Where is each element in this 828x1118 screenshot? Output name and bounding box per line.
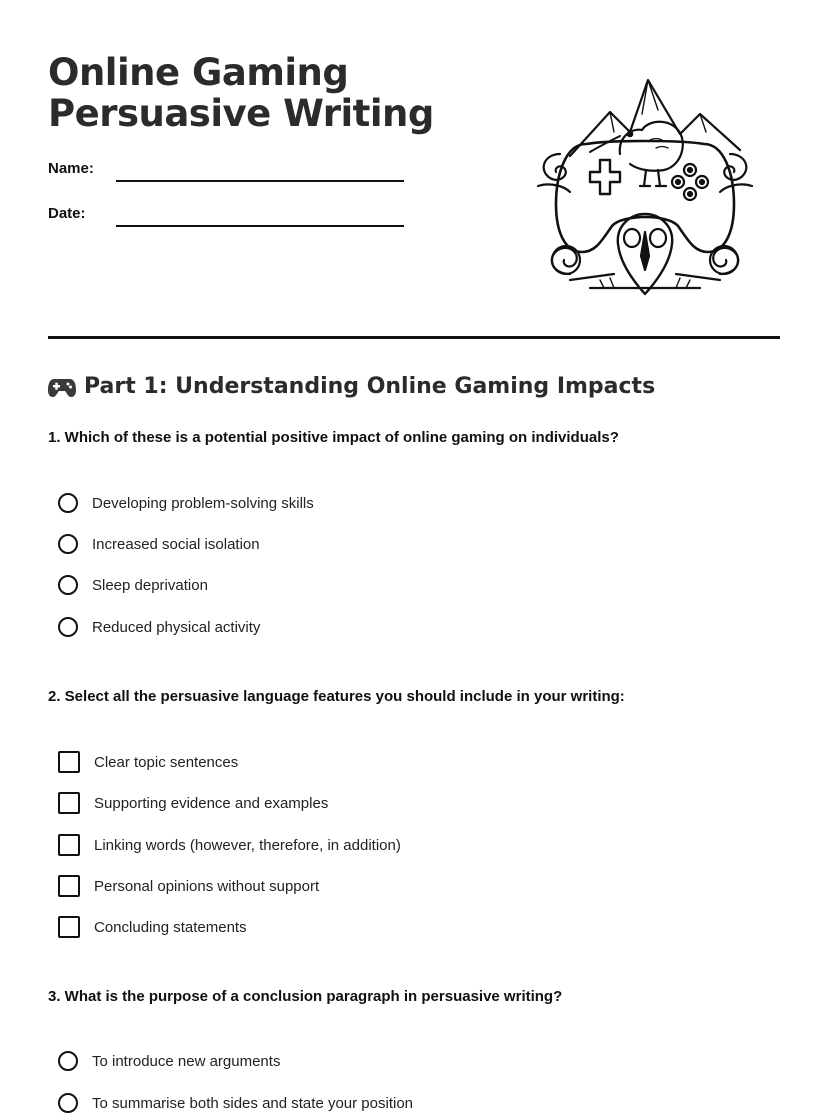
date-field[interactable] <box>116 225 404 227</box>
checkbox[interactable] <box>58 875 80 897</box>
option-label: To introduce new arguments <box>92 1052 281 1070</box>
page-title <box>48 52 468 134</box>
q2-option-1[interactable] <box>58 749 238 775</box>
q2-option-3[interactable] <box>58 832 401 858</box>
option-label: Linking words (however, therefore, in addition) <box>94 836 401 854</box>
section-divider <box>48 336 780 339</box>
name-label: Name: <box>48 160 94 177</box>
option-label: Increased social isolation <box>92 535 260 553</box>
radio-button[interactable] <box>58 617 78 637</box>
radio-button[interactable] <box>58 1093 78 1113</box>
q2-option-5[interactable] <box>58 914 247 940</box>
q1-option-1[interactable] <box>58 490 314 516</box>
name-field[interactable] <box>116 180 404 182</box>
option-label: Clear topic sentences <box>94 753 239 771</box>
question-2: 2. Select all the persuasive language features you should include in your writing: <box>48 688 625 705</box>
q2-option-2[interactable] <box>58 790 328 816</box>
q1-option-4[interactable] <box>58 614 260 640</box>
radio-button[interactable] <box>58 575 78 595</box>
radio-button[interactable] <box>58 534 78 554</box>
question-1: 1. Which of these is a potential positive impact of online gaming on individuals? <box>48 429 619 446</box>
date-label: Date: <box>48 205 86 222</box>
gaming-kiwi-logo-icon <box>530 74 760 304</box>
option-label: Reduced physical activity <box>92 618 261 636</box>
title-line-1: Online Gaming <box>48 51 349 94</box>
q3-option-1[interactable] <box>58 1048 280 1074</box>
option-label: To summarise both sides and state your position <box>92 1094 413 1112</box>
q1-option-3[interactable] <box>58 572 208 598</box>
option-label: Personal opinions without support <box>94 877 320 895</box>
checkbox[interactable] <box>58 792 80 814</box>
checkbox[interactable] <box>58 916 80 938</box>
q3-option-2[interactable] <box>58 1090 413 1116</box>
option-label: Developing problem-solving skills <box>92 494 314 512</box>
option-label: Sleep deprivation <box>92 576 208 594</box>
checkbox[interactable] <box>58 834 80 856</box>
gamepad-icon <box>48 376 76 398</box>
checkbox[interactable] <box>58 751 80 773</box>
q1-option-2[interactable] <box>58 531 260 557</box>
q2-option-4[interactable] <box>58 873 319 899</box>
part1-heading <box>48 374 655 399</box>
title-line-2: Persuasive Writing <box>48 92 434 135</box>
option-label: Supporting evidence and examples <box>94 794 329 812</box>
part1-title: Part 1: Understanding Online Gaming Impacts <box>84 374 656 399</box>
radio-button[interactable] <box>58 493 78 513</box>
question-3: 3. What is the purpose of a conclusion paragraph in persuasive writing? <box>48 988 563 1005</box>
radio-button[interactable] <box>58 1051 78 1071</box>
option-label: Concluding statements <box>94 918 247 936</box>
